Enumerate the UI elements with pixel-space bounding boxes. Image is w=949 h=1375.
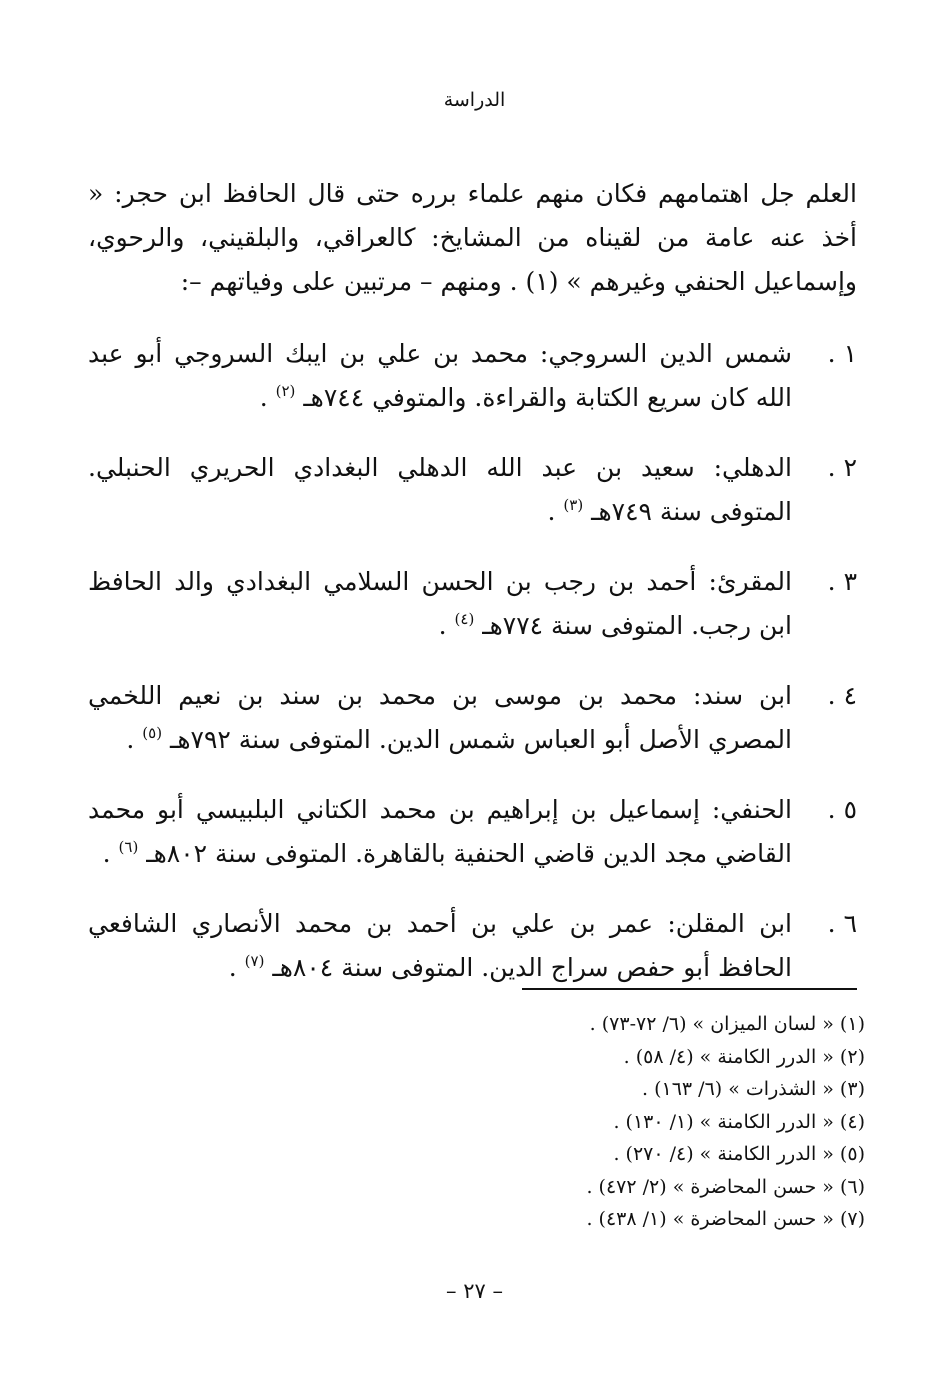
page-number: – ٢٧ – bbox=[446, 1279, 503, 1303]
scholar-entry bbox=[88, 788, 857, 879]
entry-number: ١ . bbox=[827, 339, 857, 368]
footnote-marker: (٥) bbox=[142, 724, 163, 742]
footnote: (٢) « الدرر الكامنة » (٤/ ٥٨) . bbox=[623, 1045, 865, 1068]
intro-paragraph: العلم جل اهتمامهم فكان منهم علماء برره حتى قال الحافظ ابن حجر: « أخذ عنه عامة من لقيناه من المشايخ: كالعراقي، والبلقيني، والرحوي، وإسماعيل الحنفي وغيرهم » (١) . ومنهم – مرتبين على وفياتهم –: bbox=[88, 179, 857, 296]
entry-end: . bbox=[259, 383, 268, 412]
footnote: (٤) « الدرر الكامنة » (١/ ١٣٠) . bbox=[613, 1110, 865, 1133]
entry-text: ابن سند: محمد بن موسى بن محمد بن سند بن نعيم اللخمي المصري الأصل أبو العباس شمس الدين. المتوفى سنة ٧٩٢هـ bbox=[88, 681, 792, 754]
scholar-entry bbox=[88, 446, 857, 537]
entry-end: . bbox=[547, 497, 556, 526]
entry-text: ابن المقلن: عمر بن علي بن أحمد بن محمد الأنصاري الشافعي الحافظ أبو حفص سراج الدين. المتوفى سنة ٨٠٤هـ bbox=[88, 909, 792, 982]
scholar-entry bbox=[88, 674, 857, 765]
footnote: (٦) « حسن المحاضرة » (٢/ ٤٧٢) . bbox=[586, 1175, 865, 1198]
entry-text: المقرئ: أحمد بن رجب بن الحسن السلامي البغدادي والد الحافظ ابن رجب. المتوفى سنة ٧٧٤هـ bbox=[88, 567, 792, 640]
entry-end: . bbox=[438, 611, 447, 640]
footnote-marker: (٧) bbox=[244, 952, 265, 970]
scholar-entry bbox=[88, 902, 857, 993]
scholar-entry bbox=[88, 332, 857, 423]
footnote-list bbox=[88, 1008, 865, 1236]
footnote: (٥) « الدرر الكامنة » (٤/ ٢٧٠) . bbox=[613, 1143, 865, 1165]
footnote-marker: (٢) bbox=[275, 382, 296, 400]
entry-number: ٢ . bbox=[827, 453, 857, 482]
footnote-marker: (٦) bbox=[118, 838, 139, 856]
entry-text: شمس الدين السروجي: محمد بن علي بن ايبك السروجي أبو عبد الله كان سريع الكتابة والقراءة. والمتوفي ٧٤٤هـ bbox=[88, 339, 792, 412]
entry-number: ٥ . bbox=[827, 795, 857, 824]
footnote: (٧) « حسن المحاضرة » (١/ ٤٣٨) . bbox=[586, 1208, 865, 1230]
entry-number: ٣ . bbox=[827, 567, 857, 596]
entry-number: ٤ . bbox=[827, 681, 857, 710]
footnote-separator bbox=[522, 988, 857, 990]
scholar-entry bbox=[88, 560, 857, 651]
scholar-list bbox=[88, 332, 857, 1016]
footnote: (١) « لسان الميزان » (٦/ ٧٢-٧٣) . bbox=[589, 1013, 865, 1035]
entry-end: . bbox=[228, 953, 237, 982]
entry-end: . bbox=[102, 839, 111, 868]
entry-end: . bbox=[126, 725, 135, 754]
running-head: الدراسة bbox=[443, 89, 506, 111]
footnote-marker: (٤) bbox=[454, 610, 475, 628]
entry-number: ٦ . bbox=[827, 909, 857, 938]
entry-text: الدهلي: سعيد بن عبد الله الدهلي البغدادي الحريري الحنبلي. المتوفى سنة ٧٤٩هـ bbox=[88, 453, 792, 526]
entry-text: الحنفي: إسماعيل بن إبراهيم بن محمد الكتاني البلبيسي أبو محمد القاضي مجد الدين قاضي الحنفية بالقاهرة. المتوفى سنة ٨٠٢هـ bbox=[88, 795, 792, 868]
footnote-marker: (٣) bbox=[563, 496, 584, 514]
footnote: (٣) « الشذرات » (٦/ ١٦٣) . bbox=[641, 1078, 865, 1100]
